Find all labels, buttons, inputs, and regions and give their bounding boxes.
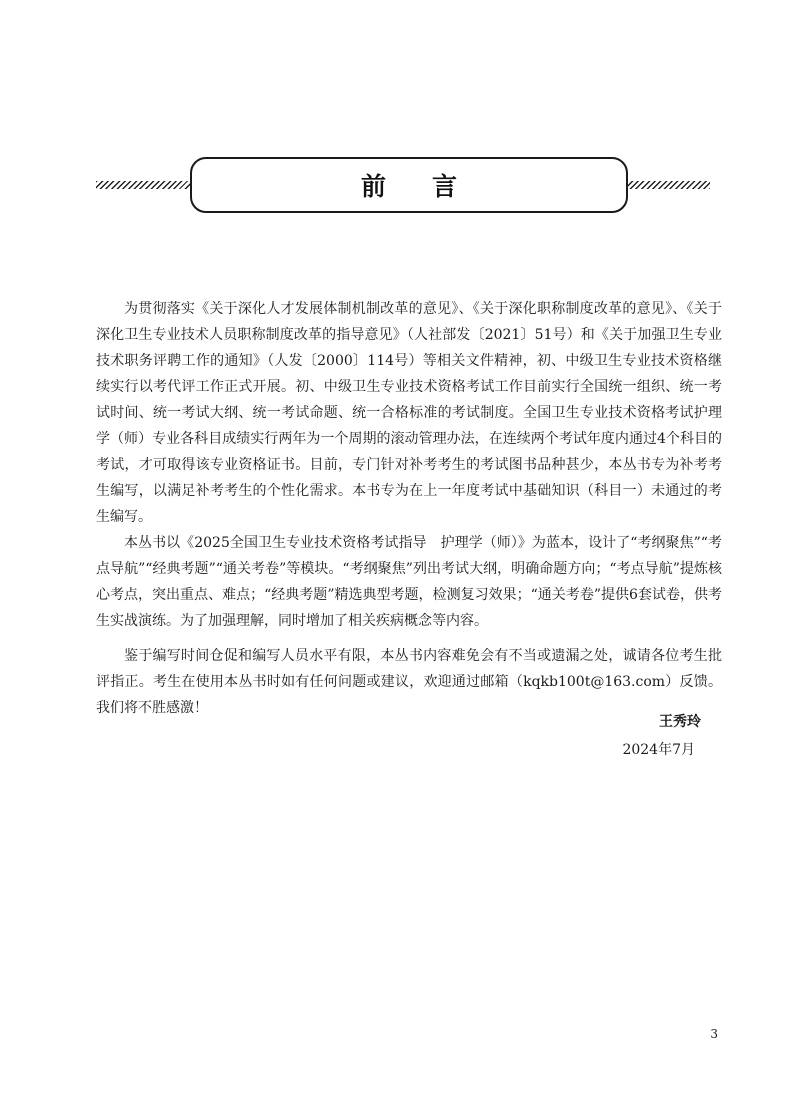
preface-header bbox=[96, 157, 710, 213]
paragraph-2: 本丛书以《2025全国卫生专业技术资格考试指导 护理学（师）》为蓝本，设计了“考纲聚焦”“考点导航”“经典考题”“通关考卷”等模块。“考纲聚焦”列出考试大纲，明确命题方向；“考点导航”提炼核心考点，突出重点、难点；“经典考题”精选典型考题，检测复习效果；“通关考卷”提供6套试卷，供考生实战演练。为了加强理解，同时增加了相关疾病概念等内容。 bbox=[96, 535, 722, 629]
page-number: 3 bbox=[710, 1027, 718, 1041]
paragraph-3: 鉴于编写时间仓促和编写人员水平有限，本丛书内容难免会有不当或遗漏之处，诚请各位考生批评指正。考生在使用本丛书时如有任何问题或建议，欢迎通过邮箱（kqkb100t@163.com）反馈。我们将不胜感激！ bbox=[96, 648, 722, 716]
page-title: 前言 bbox=[360, 172, 503, 201]
decorative-hatch-left bbox=[96, 181, 192, 189]
preface-body bbox=[96, 296, 722, 721]
author-name: 王秀玲 bbox=[659, 714, 701, 730]
title-frame bbox=[190, 157, 628, 213]
paragraph-1: 为贯彻落实《关于深化人才发展体制机制改革的意见》、《关于深化职称制度改革的意见》、《关于深化卫生专业技术人员职称制度改革的指导意见》（人社部发〔2021〕51号）和《关于加强卫生专业技术职务评聘工作的通知》（人发〔2000〕114号）等相关文件精神，初、中级卫生专业技术资格继续实行以考代评工作正式开展。初、中级卫生专业技术资格考试工作目前实行全国统一组织、统一考试时间、统一考试大纲、统一考试命题、统一合格标准的考试制度。全国卫生专业技术资格考试护理学（师）专业各科目成绩实行两年为一个周期的滚动管理办法，在连续两个考试年度内通过4个科目的考试，才可取得该专业资格证书。目前，专门针对补考考生的考试图书品种甚少，本丛书专为补考考生编写，以满足补考考生的个性化需求。本书专为在上一年度考试中基础知识（科目一）未通过的考生编写。 bbox=[96, 301, 722, 525]
decorative-hatch-right bbox=[626, 181, 710, 189]
signature-block bbox=[622, 708, 701, 764]
signature-date: 2024年7月 bbox=[622, 742, 695, 758]
